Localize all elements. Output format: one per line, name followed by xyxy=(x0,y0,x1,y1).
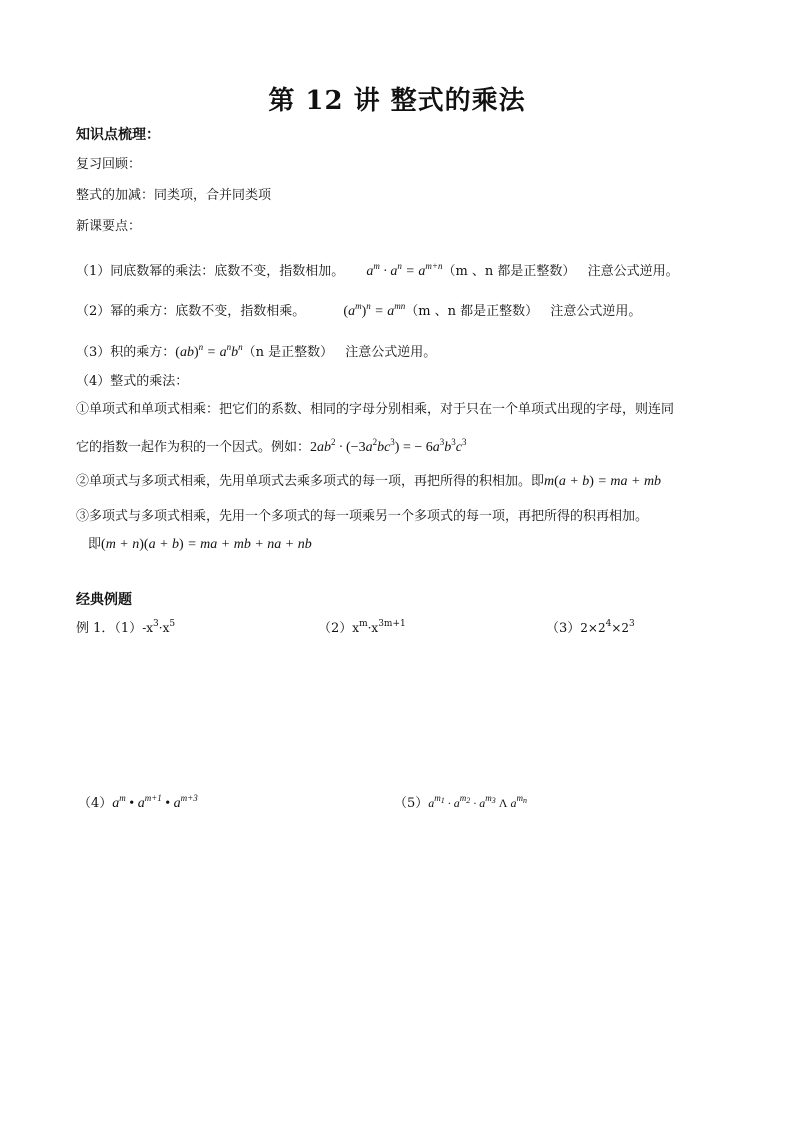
rule-4-item-1-line-1: ①单项式和单项式相乘：把它们的系数、相同的字母分别相乘，对于只在一个单项式出现的字母，则连同 xyxy=(76,402,675,417)
rule-2-text: （2）幂的乘方：底数不变，指数相乘。 xyxy=(76,304,306,319)
rule-4-item-1-example-label: 它的指数一起作为积的一个因式。例如： xyxy=(76,440,311,455)
rule-1-formula: $a^m \cdot a^n = a^{m+n}$ xyxy=(366,261,443,279)
rule-1-condition: （m 、n 都是正整数） xyxy=(442,264,576,279)
example-1-row-1 xyxy=(76,616,175,637)
rule-2 xyxy=(76,298,641,320)
rule-1 xyxy=(76,258,679,280)
example-1-part-1-label: （1） xyxy=(114,621,143,636)
review-label: 复习回顾： xyxy=(76,157,142,172)
rule-4-item-2-text: ②单项式与多项式相乘，先用单项式去乘多项式的每一项，再把所得的积相加。即 xyxy=(76,474,545,489)
rule-4-item-3-line-2 xyxy=(88,537,312,553)
example-1-part-4 xyxy=(78,790,198,812)
section-knowledge-heading: 知识点梳理： xyxy=(76,127,160,143)
review-content: 整式的加减：同类项，合并同类项 xyxy=(76,188,272,203)
example-1-part-3-expr: $2\times 2^4\times 2^3$ xyxy=(580,619,635,635)
new-points-label: 新课要点： xyxy=(76,219,142,234)
rule-2-note: 注意公式逆用。 xyxy=(550,304,642,319)
rule-4-item-1-line-2 xyxy=(76,434,466,456)
section-examples-heading: 经典例题 xyxy=(76,592,132,608)
rule-4-item-3-line-1: ③多项式与多项式相乘，先用一个多项式的每一项乘另一个多项式的每一项，再把所得的积再相加。 xyxy=(76,509,649,524)
rule-1-note: 注意公式逆用。 xyxy=(587,264,679,279)
rule-3-formula: $(ab)^n = a^nb^n$ xyxy=(175,342,243,360)
rule-4-item-3-formula: (m + n)(a + b) = ma + mb + na + nb xyxy=(101,537,312,552)
rule-3-condition: （n 是正整数） xyxy=(242,345,334,360)
example-1-part-4-expr: $a^m$ • $a^{m+1}$ • $a^{m+3}$ xyxy=(112,793,198,811)
example-1-part-1-expr: $-x^3\cdot x^5$ xyxy=(142,619,176,635)
example-1-part-2 xyxy=(318,616,406,637)
example-1-part-2-expr: $x^m\cdot x^{3m+1}$ xyxy=(352,619,406,635)
example-1-part-4-label: （4） xyxy=(78,796,113,811)
rule-1-text: （1）同底数幂的乘法：底数不变，指数相加。 xyxy=(76,264,345,279)
rule-4-item-2 xyxy=(76,474,661,490)
rule-3-note: 注意公式逆用。 xyxy=(345,345,437,360)
example-1-part-5 xyxy=(394,790,527,812)
example-1-part-2-label: （2） xyxy=(318,621,353,636)
rule-3-text: （3）积的乘方： xyxy=(76,345,176,360)
rule-4-item-1-formula: $2ab^2 \cdot (-3a^2bc^3)$ = − $6a^3b^3c^3$ xyxy=(310,437,467,455)
example-1-part-5-expr: $a^{m1} \cdot a^{m2} \cdot a^{m3}$ Λ $a^{mn}$ xyxy=(428,793,527,810)
rule-2-condition: （m 、n 都是正整数） xyxy=(405,304,539,319)
example-1-label: 例 1． xyxy=(76,621,115,636)
rule-2-formula: $(a^m)^n = a^{mn}$ xyxy=(343,301,406,319)
page-title: 第 12 讲 整式的乘法 xyxy=(268,86,526,116)
example-1-part-3-label: （3） xyxy=(546,621,581,636)
rule-4-heading: （4）整式的乘法： xyxy=(76,374,189,389)
rule-4-item-2-formula: m(a + b) = ma + mb xyxy=(544,474,662,489)
example-1-part-3 xyxy=(546,616,635,637)
rule-3 xyxy=(76,339,436,361)
example-1-part-5-label: （5） xyxy=(394,796,429,811)
rule-4-item-3-prefix: 即 xyxy=(88,537,102,552)
